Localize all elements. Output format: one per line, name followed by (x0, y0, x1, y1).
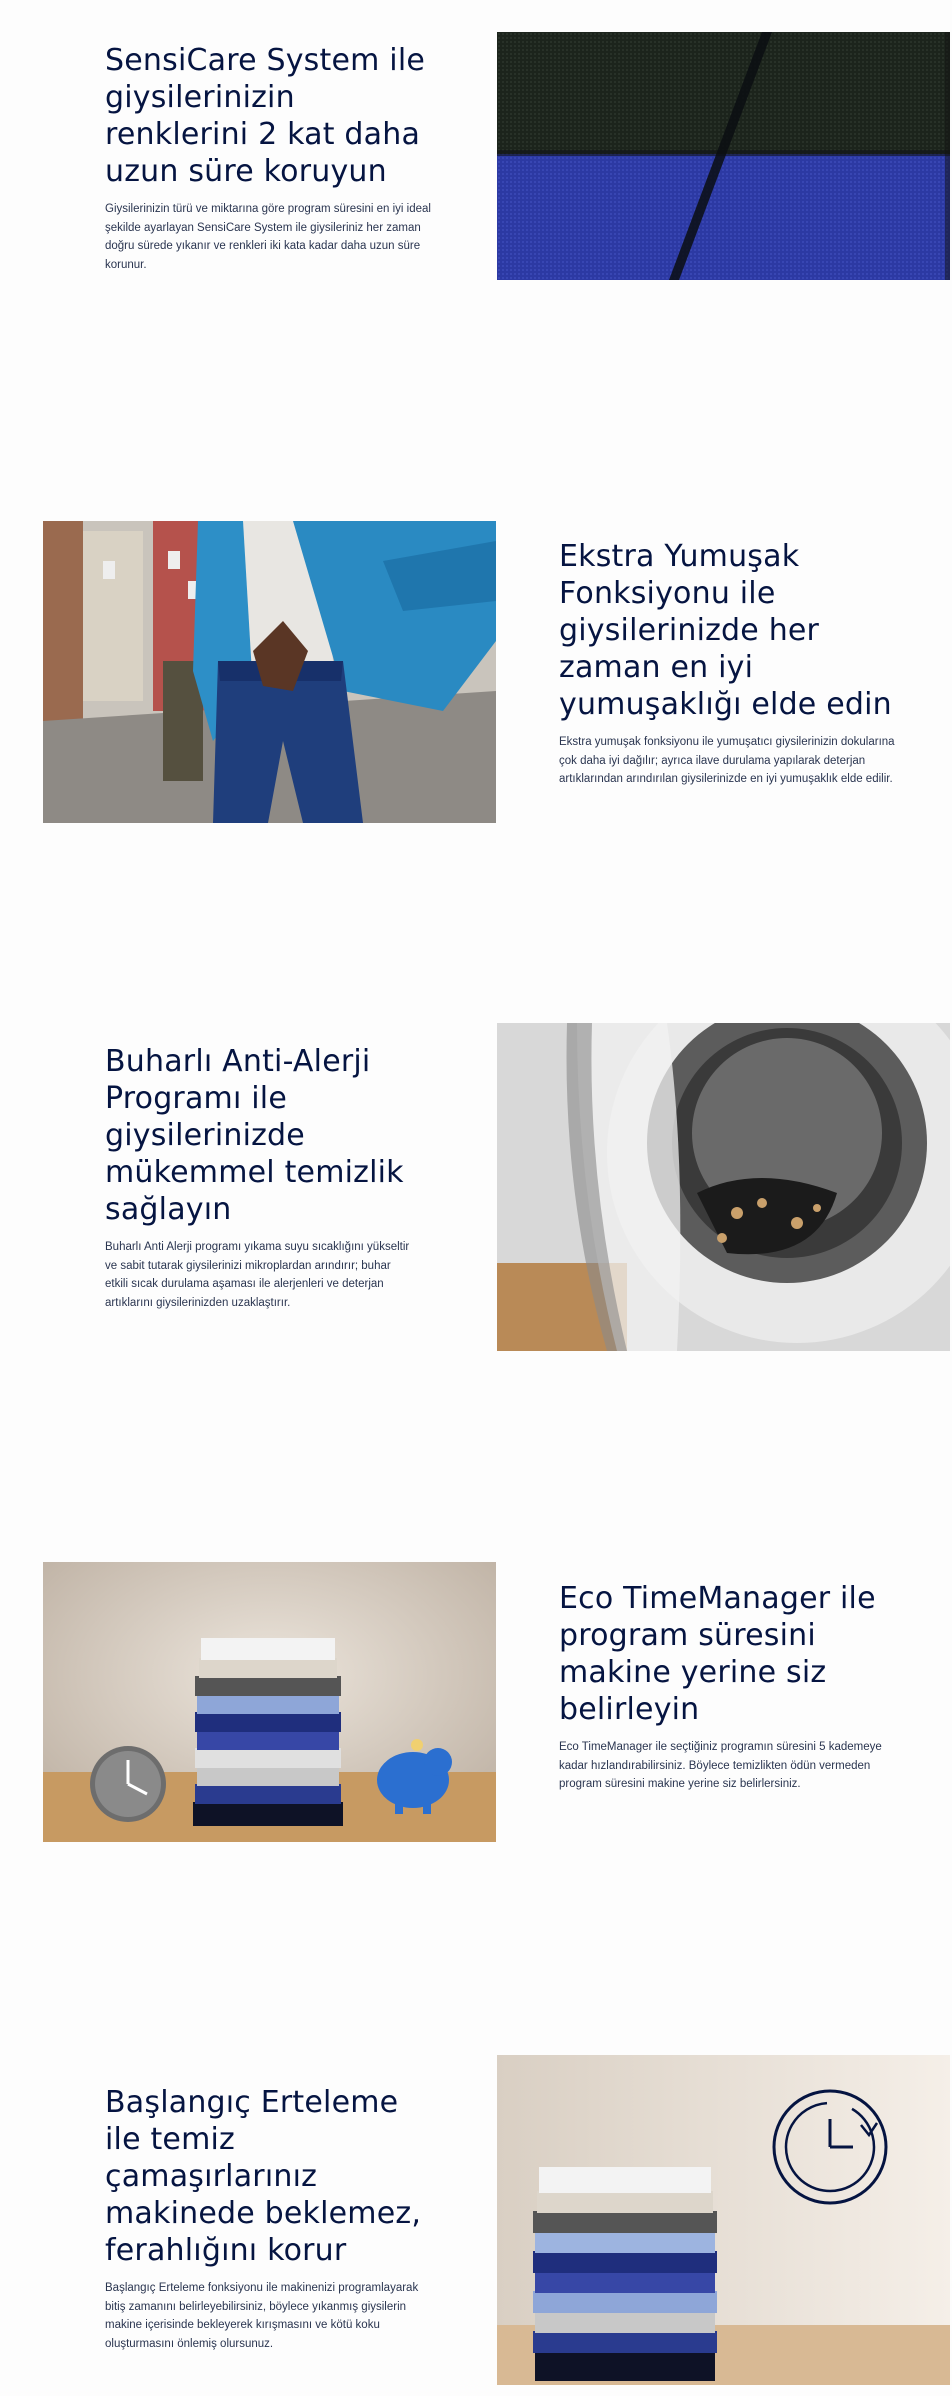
washing-machine-drum-image (497, 1023, 950, 1351)
folded-clothes-clock-image (43, 1562, 496, 1842)
feature-title: Eco TimeManager ile program süresini makine yerine siz belirleyin (559, 1581, 876, 1727)
feature-section-eco-timemanager (0, 1540, 952, 1870)
feature-title: Buharlı Anti-Alerji Programı ile giysilerinizde mükemmel temizlik sağlayın (105, 1044, 404, 1227)
folded-clothes-timer-image (497, 2055, 950, 2385)
feature-text-block (105, 1043, 415, 1312)
feature-text-block (559, 1580, 899, 1794)
fabric-image (497, 32, 950, 280)
feature-section-steam-anti-allergy (0, 1010, 952, 1370)
feature-description: Giysilerinizin türü ve miktarına göre program süresini en iyi ideal şekilde ayarlayan SensiCare System ile giysileriniz her zaman doğru sürede yıkanır ve renkleri iki kata kadar daha uzun süre korunur. (105, 203, 431, 271)
feature-text-block (105, 2084, 435, 2353)
feature-title: SensiCare System ile giysilerinizin renklerini 2 kat daha uzun süre koruyun (105, 43, 426, 189)
feature-title: Ekstra Yumuşak Fonksiyonu ile giysilerinizde her zaman en iyi yumuşaklığı elde edin (559, 539, 892, 722)
feature-text-block (559, 538, 899, 789)
feature-description: Başlangıç Erteleme fonksiyonu ile makinenizi programlayarak bitiş zamanını belirleyebilirsiniz, böylece yıkanmış giysilerin makine içerisinde bekleyerek kırışmasını ve kötü koku oluşturmasını önlemiş olursunuz. (105, 2282, 419, 2350)
feature-description: Eco TimeManager ile seçtiğiniz programın süresini 5 kademeye kadar hızlandırabilirsiniz. Böylece temizlikten ödün vermeden program süresini makine yerine siz belirlersiniz. (559, 1741, 882, 1790)
feature-section-sensicare (0, 0, 952, 300)
feature-title: Başlangıç Erteleme ile temiz çamaşırlarınız makinede beklemez, ferahlığını korur (105, 2085, 422, 2268)
jeans-image (43, 521, 496, 823)
feature-section-delay-start (0, 2040, 952, 2396)
feature-description: Buharlı Anti Alerji programı yıkama suyu sıcaklığını yükseltir ve sabit tutarak giysilerinizi mikroplardan arındırır; buhar etkili sıcak durulama aşaması ile alerjenleri ve deterjan artıklarını giysilerinizden uzaklaştırır. (105, 1241, 410, 1309)
feature-section-extra-soft (0, 500, 952, 840)
feature-text-block (105, 42, 435, 274)
feature-description: Ekstra yumuşak fonksiyonu ile yumuşatıcı giysilerinizin dokularına çok daha iyi dağılır; ayrıca ilave durulama yapılarak deterjan artıklarından arındırılan giysilerinizde en iyi yumuşaklık elde edilir. (559, 736, 895, 785)
